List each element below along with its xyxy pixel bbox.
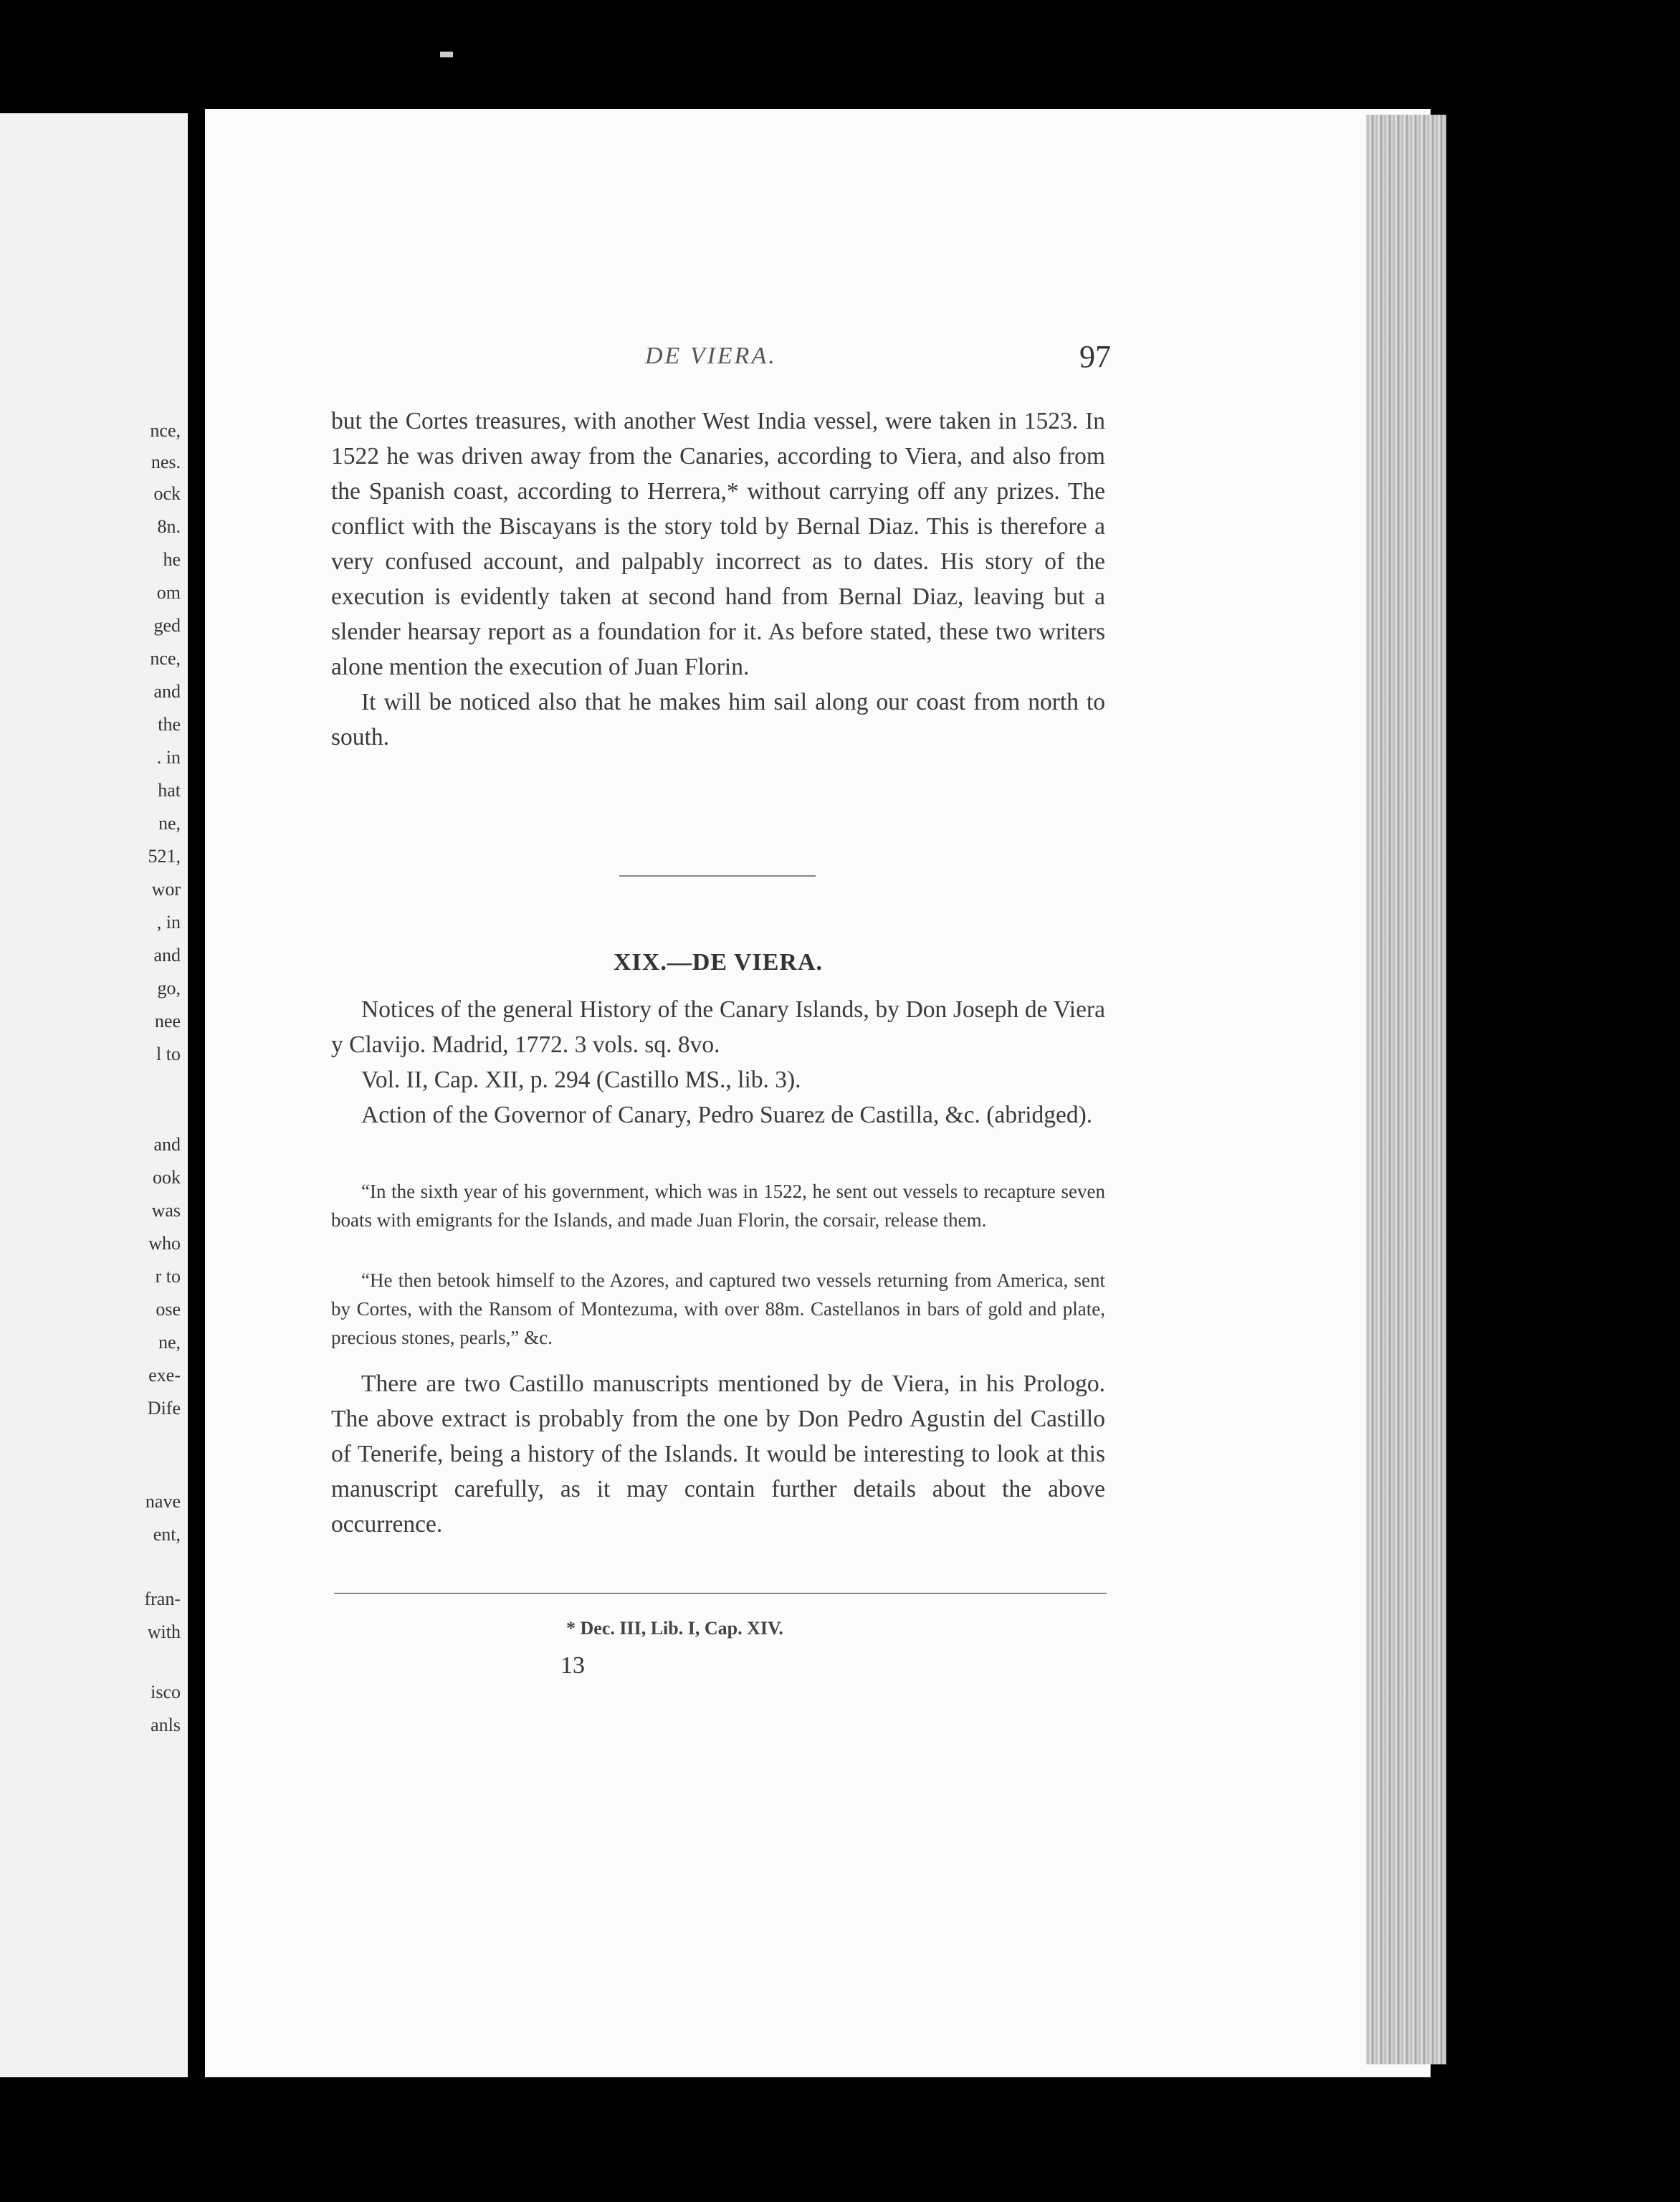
footnote: * Dec. III, Lib. I, Cap. XIV. bbox=[566, 1618, 783, 1639]
left-fragment: ent, bbox=[153, 1524, 181, 1545]
left-fragment: ook bbox=[153, 1167, 181, 1188]
left-fragment: the bbox=[158, 714, 181, 735]
left-fragment: and bbox=[153, 945, 181, 966]
left-fragment: fran- bbox=[144, 1588, 181, 1609]
citation-block bbox=[331, 992, 1105, 1133]
signature-mark: 13 bbox=[560, 1652, 585, 1679]
left-fragment: was bbox=[151, 1200, 181, 1221]
footnote-rule bbox=[334, 1593, 1107, 1594]
body-text-opening bbox=[331, 404, 1105, 755]
left-fragment: he bbox=[163, 549, 181, 570]
left-fragment: nee bbox=[154, 1011, 181, 1031]
left-fragment: Dife bbox=[147, 1398, 181, 1419]
left-fragment: ne, bbox=[158, 813, 181, 834]
left-fragment: and bbox=[153, 681, 181, 702]
left-fragment: l to bbox=[156, 1044, 181, 1064]
quote-block bbox=[331, 1177, 1105, 1234]
left-fragment: nce, bbox=[150, 648, 181, 669]
citation: Action of the Governor of Canary, Pedro Suarez de Castilla, &c. (abridged). bbox=[361, 1102, 1093, 1128]
running-head-title: DE VIERA. bbox=[645, 343, 777, 369]
left-page-fragment bbox=[0, 113, 188, 2077]
quote-block bbox=[331, 1266, 1105, 1352]
left-fragment: hat bbox=[158, 780, 181, 801]
left-fragment: and bbox=[153, 1134, 181, 1155]
citation: Vol. II, Cap. XII, p. 294 (Castillo MS., lib. 3). bbox=[361, 1067, 801, 1093]
section-heading: XIX.—DE VIERA. bbox=[613, 949, 824, 976]
left-fragment: nce, bbox=[150, 420, 181, 441]
left-fragment: with bbox=[147, 1621, 181, 1642]
left-fragment: r to bbox=[155, 1266, 181, 1287]
left-fragment: exe- bbox=[148, 1365, 181, 1386]
section-divider bbox=[619, 875, 816, 877]
left-fragment: ne, bbox=[158, 1332, 181, 1353]
citation: Notices of the general History of the Canary Islands, by Don Joseph de Viera y Clavijo. Madrid, 1772. 3 vols. sq. 8vo. bbox=[331, 996, 1105, 1058]
page-edges bbox=[1366, 115, 1446, 2064]
left-fragment: 8n. bbox=[157, 516, 181, 537]
quote-paragraph: “He then betook himself to the Azores, and captured two vessels returning from America, sent by Cortes, with the Ransom of Montezuma, with over 88m. Castellanos in bars of gold and plate, precious stones, pearls,” &c. bbox=[331, 1269, 1105, 1348]
left-fragment: ock bbox=[153, 483, 181, 504]
left-fragment: ose bbox=[156, 1299, 181, 1320]
left-fragment: nave bbox=[145, 1491, 181, 1512]
left-fragment: ged bbox=[153, 615, 181, 636]
left-fragment: who bbox=[148, 1233, 181, 1254]
paragraph: There are two Castillo manuscripts mentioned by de Viera, in his Prologo. The above extract is probably from the one by Don Pedro Agustin del Castillo of Tenerife, being a history of the Islands. It would be interesting to look at this manuscript carefully, as it may contain further details about the above occurrence. bbox=[331, 1371, 1105, 1538]
left-fragment: nes. bbox=[151, 452, 181, 472]
left-fragment: isco bbox=[151, 1682, 181, 1702]
left-fragment: 521, bbox=[148, 846, 181, 867]
body-text-closing bbox=[331, 1366, 1105, 1542]
left-fragment: wor bbox=[151, 879, 181, 900]
page-number: 97 bbox=[1079, 339, 1111, 374]
left-fragment: go, bbox=[157, 978, 181, 998]
left-fragment: , in bbox=[156, 912, 181, 933]
scan-mark bbox=[440, 52, 453, 57]
left-fragment: anls bbox=[151, 1715, 181, 1735]
left-fragment: om bbox=[156, 582, 181, 603]
quote-paragraph: “In the sixth year of his government, which was in 1522, he sent out vessels to recapture seven boats with emigrants for the Islands, and made Juan Florin, the corsair, release them. bbox=[331, 1181, 1105, 1231]
left-fragment: . in bbox=[156, 747, 181, 768]
paragraph: It will be noticed also that he makes him sail along our coast from north to south. bbox=[331, 689, 1105, 750]
paragraph: but the Cortes treasures, with another West India vessel, were taken in 1523. In 1522 he was driven away from the Canaries, according to Viera, and also from the Spanish coast, according to Herrera,* without carrying off any prizes. The conflict with the Biscayans is the story told by Bernal Diaz. This is therefore a very confused account, and palpably incorrect as to dates. His story of the execution is evidently taken at second hand from Bernal Diaz, leaving but a slender hearsay report as a foundation for it. As before stated, these two writers alone mention the execution of Juan Florin. bbox=[331, 408, 1105, 680]
running-head bbox=[215, 339, 1111, 378]
